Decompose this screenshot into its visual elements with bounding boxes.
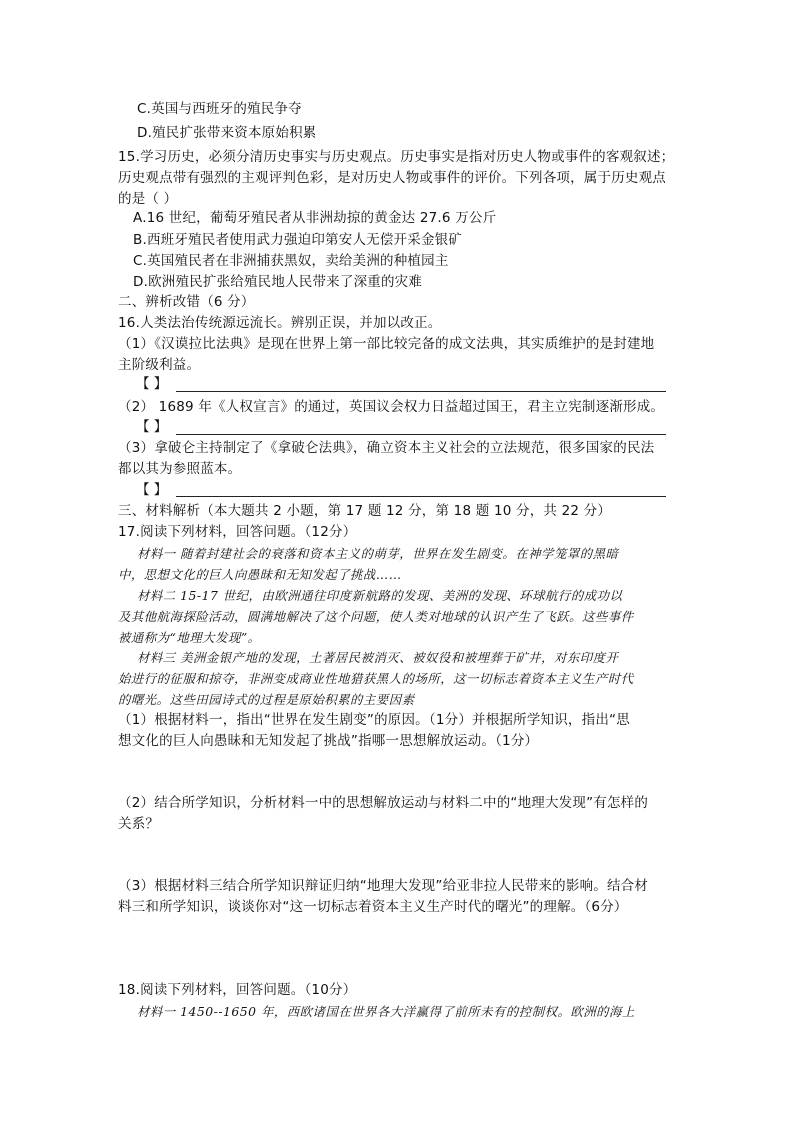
q17-material1-line1: 材料一 随着封建社会的衰落和资本主义的萌芽，世界在发生剧变。在神学笼罩的黑暗 (137, 546, 619, 561)
q15-stem-line2: 历史观点带有强烈的主观评判色彩，是对历史人物或事件的评价。下列各项，属于历史观点 (118, 170, 666, 186)
q16-item2: （2） 1689 年《人权宣言》的通过，英国议会权力日益超过国王，君主立宪制逐渐形成。 (118, 399, 665, 415)
q17-sub3-line2: 料三和所学知识，谈谈你对“这一切标志着资本主义生产时代的曙光”的理解。（6分） (118, 899, 628, 915)
q15-option-d: D.欧洲殖民扩张给殖民地人民带来了深重的灾难 (133, 274, 423, 290)
q16-item3-answer-line[interactable] (176, 496, 666, 497)
q18-material1-line1: 材料一 1450--1650 年，西欧诸国在世界各大洋赢得了前所未有的控制权。欧洲的海上 (137, 1004, 635, 1019)
q15-stem-line3: 的是（ ） (118, 191, 178, 207)
q17-sub2-line2: 关系？ (118, 816, 160, 832)
q16-item1-answer-line[interactable] (176, 391, 666, 392)
q16-item3-bracket: 【 】 (136, 482, 168, 498)
section3-title: 三、材料解析（本大题共 2 小题，第 17 题 12 分，第 18 题 10 分，共 22 分） (118, 503, 612, 519)
section2-title: 二、辨析改错（6 分） (118, 294, 255, 310)
q17-material3-line2: 始进行的征服和掠夺，非洲变成商业性地猎获黑人的场所，这一切标志着资本主义生产时代 (118, 671, 634, 686)
q16-item2-bracket: 【 】 (136, 419, 168, 435)
q16-item1-line1: （1）《汉谟拉比法典》是现在世界上第一部比较完备的成文法典，其实质维护的是封建地 (118, 336, 655, 352)
q17-material1-line2: 中，思想文化的巨人向愚昧和无知发起了挑战…… (118, 567, 402, 582)
q17-material2-line2: 及其他航海探险活动，圆满地解决了这个问题，使人类对地球的认识产生了飞跃。这些事件 (118, 609, 634, 624)
q17-material2-line1: 材料二 15-17 世纪，由欧洲通往印度新航路的发现、美洲的发现、环球航行的成功以 (137, 588, 623, 603)
q15-option-c: C.英国殖民者在非洲捕获黑奴，卖给美洲的种植园主 (133, 253, 449, 269)
q16-item2-answer-line[interactable] (176, 434, 666, 435)
q16-item3-line2: 都以其为参照蓝本。 (118, 461, 242, 477)
q17-stem: 17.阅读下列材料，回答问题。（12分） (118, 524, 357, 540)
q17-sub3-line1: （3）根据材料三结合所学知识辩证归纳“地理大发现”给亚非拉人民带来的影响。结合材 (118, 878, 649, 894)
q15-option-b: B.西班牙殖民者使用武力强迫印第安人无偿开采金银矿 (133, 232, 463, 248)
q17-sub1-line1: （1）根据材料一，指出“世界在发生剧变”的原因。（1分）并根据所学知识，指出“思 (118, 712, 630, 728)
q16-stem: 16.人类法治传统源远流长。辨别正误，并加以改正。 (118, 315, 442, 331)
q15-stem-line1: 15.学习历史，必须分清历史事实与历史观点。历史事实是指对历史人物或事件的客观叙述； (118, 149, 675, 165)
q18-stem: 18.阅读下列材料，回答问题。（10分） (118, 982, 357, 998)
q17-sub1-line2: 想文化的巨人向愚昧和无知发起了挑战”指哪一思想解放运动。（1分） (118, 733, 539, 749)
q17-material3-line1: 材料三 美洲金银产地的发现，土著居民被消灭、被奴役和被埋葬于矿井，对东印度开 (137, 650, 619, 665)
q16-item1-line2: 主阶级利益。 (118, 357, 201, 373)
q17-sub2-line1: （2）结合所学知识，分析材料一中的思想解放运动与材料二中的“地理大发现”有怎样的 (118, 795, 649, 811)
q14-option-d: D.殖民扩张带来资本原始积累 (137, 125, 317, 141)
q14-option-c: C.英国与西班牙的殖民争夺 (137, 101, 302, 117)
q15-option-a: A.16 世纪，葡萄牙殖民者从非洲劫掠的黄金达 27.6 万公斤 (133, 210, 497, 226)
q16-item1-bracket: 【 】 (136, 376, 168, 392)
q16-item3-line1: （3）拿破仑主持制定了《拿破仑法典》，确立资本主义社会的立法规范，很多国家的民法 (118, 440, 655, 456)
q17-material3-line3: 的曙光。这些田园诗式的过程是原始积累的主要因素 (118, 692, 415, 707)
q17-material2-line3: 被通称为“地理大发现”。 (118, 630, 261, 645)
